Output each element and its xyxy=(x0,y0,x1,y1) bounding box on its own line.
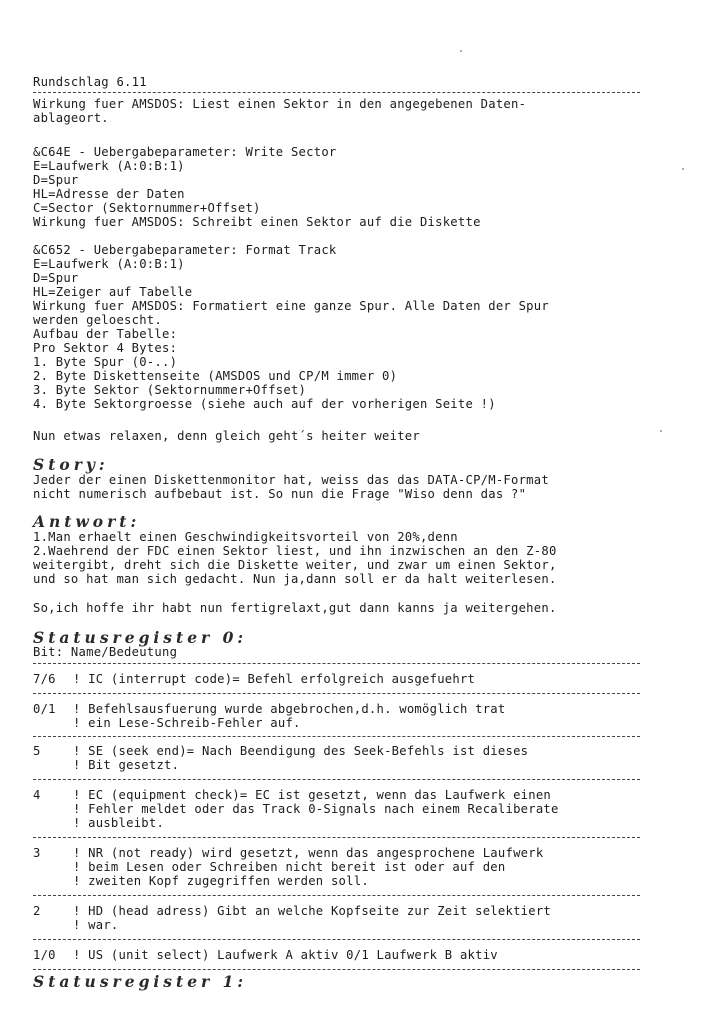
write-sector-line: D=Spur xyxy=(33,173,79,187)
scan-speck xyxy=(460,50,462,52)
bit-label: 0/1 xyxy=(33,702,56,716)
format-track-line: Pro Sektor 4 Bytes: xyxy=(33,341,178,355)
format-track-line: 2. Byte Diskettenseite (AMSDOS und CP/M immer 0) xyxy=(33,369,398,383)
bit-description: ! zweiten Kopf zugegriffen werden soll. xyxy=(73,874,369,888)
bit-label: 4 xyxy=(33,788,41,802)
write-sector-title: &C64E - Uebergabeparameter: Write Sector xyxy=(33,145,337,159)
bit-description: ! IC (interrupt code)= Befehl erfolgreich ausgefuehrt xyxy=(73,672,476,686)
write-sector-line: C=Sector (Sektornummer+Offset) xyxy=(33,201,261,215)
bit-description: ! EC (equipment check)= EC ist gesetzt, wenn das Laufwerk einen xyxy=(73,788,552,802)
table-divider xyxy=(33,736,640,737)
bit-label: 1/0 xyxy=(33,948,56,962)
closing-line: So,ich hoffe ihr habt nun fertigrelaxt,gut dann kanns ja weitergehen. xyxy=(33,601,557,615)
bit-label: 3 xyxy=(33,846,41,860)
write-sector-line: Wirkung fuer AMSDOS: Schreibt einen Sektor auf die Diskette xyxy=(33,215,481,229)
table-divider xyxy=(33,895,640,896)
scan-speck xyxy=(660,430,662,432)
bit-description: ! Bit gesetzt. xyxy=(73,758,180,772)
bit-label: 7/6 xyxy=(33,672,56,686)
intro-line: ablageort. xyxy=(33,111,109,125)
bit-description: ! NR (not ready) wird gesetzt, wenn das angesprochene Laufwerk xyxy=(73,846,544,860)
format-track-line: 3. Byte Sektor (Sektornummer+Offset) xyxy=(33,383,307,397)
format-track-line: E=Laufwerk (A:0:B:1) xyxy=(33,257,185,271)
format-track-line: HL=Zeiger auf Tabelle xyxy=(33,285,193,299)
format-track-line: 4. Byte Sektorgroesse (siehe auch auf der vorherigen Seite !) xyxy=(33,397,496,411)
antwort-line: weitergibt, dreht sich die Diskette weiter, und zwar um einen Sektor, xyxy=(33,558,557,572)
table-divider xyxy=(33,693,640,694)
table-divider xyxy=(33,939,640,940)
bit-description: ! US (unit select) Laufwerk A aktiv 0/1 Laufwerk B aktiv xyxy=(73,948,498,962)
status1-heading: Statusregister 1: xyxy=(33,972,248,991)
bit-label: 5 xyxy=(33,744,41,758)
antwort-heading: Antwort: xyxy=(33,512,141,531)
table-divider xyxy=(33,837,640,838)
bit-description: ! beim Lesen oder Schreiben nicht bereit ist oder auf den xyxy=(73,860,506,874)
bit-description: ! Befehlsausfuerung wurde abgebrochen,d.h. womöglich trat xyxy=(73,702,506,716)
format-track-line: Aufbau der Tabelle: xyxy=(33,327,178,341)
antwort-line: 2.Waehrend der FDC einen Sektor liest, und ihn inzwischen an den Z-80 xyxy=(33,544,557,558)
page-header-title: Rundschlag 6.11 xyxy=(33,75,147,89)
format-track-line: D=Spur xyxy=(33,271,79,285)
story-line: nicht numerisch aufbebaut ist. So nun die Frage "Wiso denn das ?" xyxy=(33,487,527,501)
bit-description: ! ausbleibt. xyxy=(73,816,165,830)
bit-label: 2 xyxy=(33,904,41,918)
bit-description: ! ein Lese-Schreib-Fehler auf. xyxy=(73,716,301,730)
write-sector-line: E=Laufwerk (A:0:B:1) xyxy=(33,159,185,173)
write-sector-line: HL=Adresse der Daten xyxy=(33,187,185,201)
format-track-line: werden geloescht. xyxy=(33,313,162,327)
intro-line: Wirkung fuer AMSDOS: Liest einen Sektor in den angegebenen Daten- xyxy=(33,97,527,111)
table-divider xyxy=(33,779,640,780)
format-track-title: &C652 - Uebergabeparameter: Format Track xyxy=(33,243,337,257)
bit-description: ! SE (seek end)= Nach Beendigung des Seek-Befehls ist dieses xyxy=(73,744,529,758)
story-heading: Story: xyxy=(33,455,109,474)
bit-description: ! HD (head adress) Gibt an welche Kopfseite zur Zeit selektiert xyxy=(73,904,552,918)
antwort-line: 1.Man erhaelt einen Geschwindigkeitsvorteil von 20%,denn xyxy=(33,530,458,544)
antwort-line: und so hat man sich gedacht. Nun ja,dann soll er da halt weiterlesen. xyxy=(33,572,557,586)
format-track-line: Wirkung fuer AMSDOS: Formatiert eine ganze Spur. Alle Daten der Spur xyxy=(33,299,549,313)
relax-line: Nun etwas relaxen, denn gleich geht´s heiter weiter xyxy=(33,429,420,443)
story-line: Jeder der einen Diskettenmonitor hat, weiss das das DATA-CP/M-Format xyxy=(33,473,549,487)
format-track-line: 1. Byte Spur (0-..) xyxy=(33,355,178,369)
table-divider xyxy=(33,969,640,970)
scan-speck xyxy=(682,168,684,170)
bit-description: ! war. xyxy=(73,918,119,932)
bit-description: ! Fehler meldet oder das Track 0-Signals nach einem Recaliberate xyxy=(73,802,559,816)
status0-subheading: Bit: Name/Bedeutung xyxy=(33,645,178,659)
header-divider xyxy=(33,92,640,93)
table-divider xyxy=(33,663,640,664)
status0-heading: Statusregister 0: xyxy=(33,628,248,647)
